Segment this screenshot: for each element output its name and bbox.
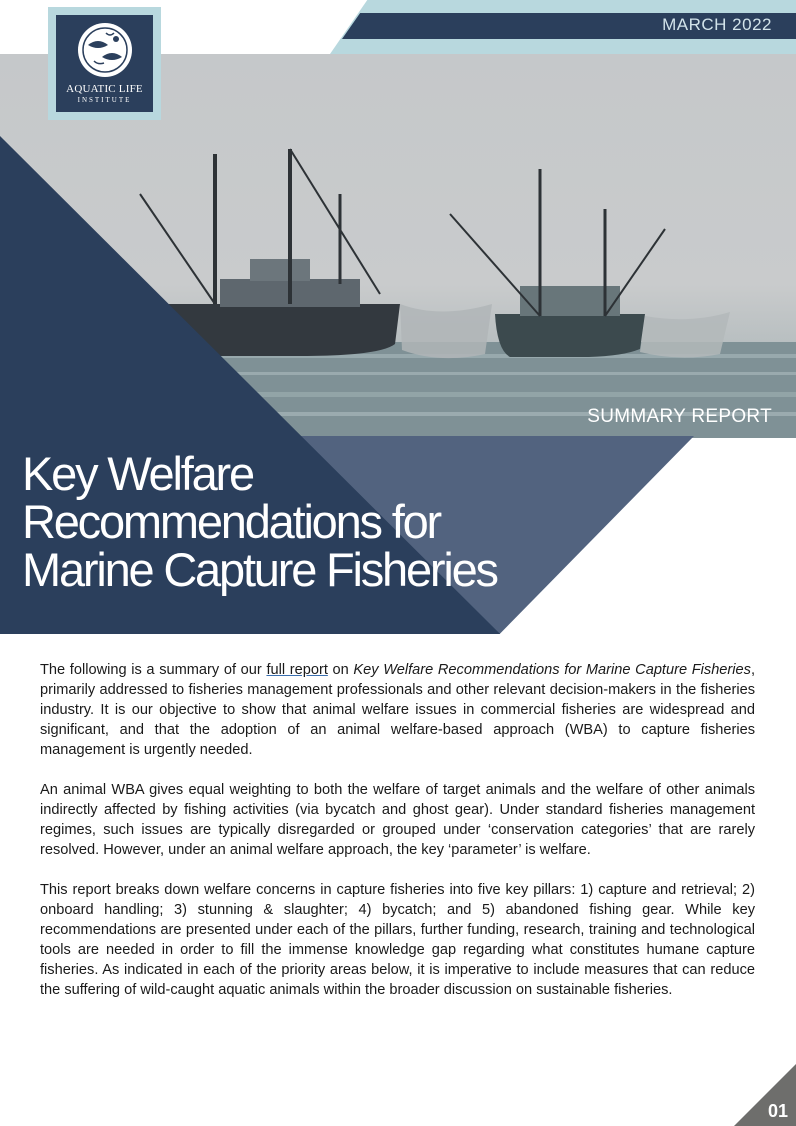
- page-title: [22, 447, 582, 596]
- title-line-3: Marine Capture Fisheries: [22, 543, 497, 596]
- summary-body: [40, 660, 755, 1020]
- full-report-link[interactable]: full report: [266, 662, 328, 678]
- report-title-italic: Key Welfare Recommendations for Marine Capture Fisheries: [353, 662, 751, 678]
- fish-globe-icon: [76, 21, 134, 79]
- logo-badge: [56, 15, 153, 112]
- paragraph-2: An animal WBA gives equal weighting to both the welfare of target animals and the welfare of other animals indirectly affected by fishing activities (via bycatch and ghost gear). Under standard fisheries management regimes, such issues are typically disregarded or grouped under ‘conservation categories’ that are rarely resolved. However, under an animal welfare approach, the key ‘parameter’ is welfare.: [40, 782, 755, 858]
- summary-report-label: SUMMARY REPORT: [587, 406, 772, 427]
- paragraph-3: This report breaks down welfare concerns in capture fisheries into five key pillars: 1) capture and retrieval; 2) onboard handling; 3) stunning & slaughter; 4) bycatch; and 5) abandoned fishing gear. While key recommendations are presented under each of the pillars, further funding, research, training and technological tools are needed in order to fill the immense knowledge gap regarding what constitutes humane capture fisheries. As indicated in each of the priority areas below, it is imperative to include measures that can reduce the suffering of wild-caught aquatic animals within the broader discussion on sustainable fisheries.: [40, 882, 755, 998]
- logo-subtitle: INSTITUTE: [77, 96, 132, 104]
- page-number: 01: [767, 1101, 788, 1121]
- logo: [48, 7, 161, 120]
- logo-name: AQUATIC LIFE: [66, 83, 143, 95]
- title-line-1: Key Welfare: [22, 447, 253, 500]
- title-line-2: Recommendations for: [22, 495, 440, 548]
- report-date: MARCH 2022: [662, 15, 772, 34]
- paragraph-1: The following is a summary of our full report on Key Welfare Recommendations for Marine Capture Fisheries, primarily addressed to fisheries management professionals and other relevant decision-makers in the fisheries industry. It is our objective to show that animal welfare issues in commercial fisheries are widespread and significant, and that the adoption of an animal welfare-based approach (WBA) to capture fisheries management is urgently needed.: [40, 662, 756, 758]
